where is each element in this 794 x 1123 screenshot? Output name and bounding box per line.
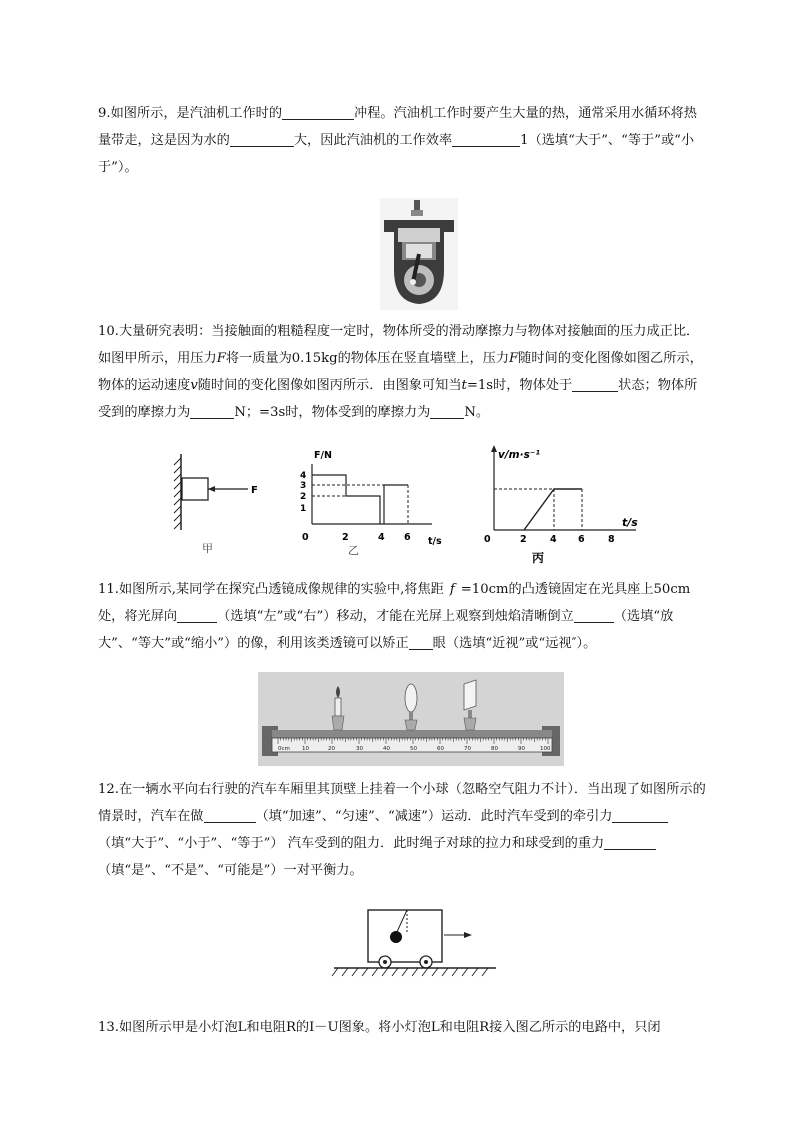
bench-tick-label: 30 [356,746,363,752]
figure-bing-label: 丙 [532,551,545,565]
question-10: 10.大量研究表明：当接触面的粗糙程度一定时，物体所受的滑动摩擦力与物体对接触面的压力成正比．如图甲所示，用压力F将一质量为0.15kg的物体压在竖直墙壁上，压力F随时间的变化图像如图乙所示，物体的运动速度v随时间的变化图像如图丙所示．由图象可知当t=1s时，物体处于 状态；物体所受到的摩擦力为 N；=3s时，物体受到的摩擦力为 N。 [98,324,703,420]
blank-image-size[interactable] [574,607,614,623]
bing-xtick: 6 [578,534,585,545]
question-12: 12.在一辆水平向右行驶的汽车车厢里其顶壁上挂着一个小球（忽略空气阻力不计）．当出现了如图所示的情景时，汽车在做 （填“加速”、“匀速”、“减速”）运动．此时汽车受到的牵引力（填“大于”、“小于”、“等于”） 汽车受到的阻力．此时绳子对球的拉力和球受到的重力（填“是”、“不是”、“可能是”）一对平衡力。 [98,782,706,878]
bing-xtick: 4 [550,534,557,545]
bench-tick-label: 10 [302,746,309,752]
blank-efficiency[interactable] [452,131,520,147]
yi-xtick: 4 [378,532,385,543]
question-9: 9.如图所示，是汽油机工作时的 冲程。汽油机工作时要产生大量的热，通常采用水循环将热量带走，这是因为水的 大，因此汽油机的工作效率 1（选填“大于”、“等于”或“小于”）。 [98,106,697,175]
question-13: 13.如图所示甲是小灯泡L和电阻R的I－U图象。将小灯泡L和电阻R接入图乙所示的电路中，只闭 [98,1020,661,1035]
figure-jia-label: 甲 [202,542,213,555]
bench-tick-label: 70 [464,746,471,752]
blank-balance-force[interactable] [604,834,656,850]
optical-bench-figure [258,672,564,770]
blank-friction-1s[interactable] [190,403,234,419]
blank-screen-direction[interactable] [177,607,217,623]
yi-ytick: 1 [300,504,307,514]
yi-xtick: 6 [404,532,411,543]
bing-xtick: 8 [608,534,615,545]
blank-stroke[interactable] [282,104,354,120]
bench-tick-label: 40 [383,746,390,752]
blank-traction-compare[interactable] [612,807,668,823]
engine-figure [380,198,458,314]
yi-origin: 0 [302,532,309,543]
bench-tick-label: 100 [540,746,551,752]
yi-ytick: 3 [300,481,307,491]
yi-ylabel: F/N [314,450,332,461]
yi-xlabel: t/s [428,536,442,547]
question-11: 11.如图所示,某同学在探究凸透镜成像规律的实验中,将焦距 f =10cm的凸透镜固定在光具座上50cm处，将光屏向 （选填“左”或“右”）移动，才能在光屏上观察到烛焰清晰倒立 （选填“放大”、“等大”或“缩小”）的像，利用该类透镜可以矫正 眼（选填“近视”或“远视″）。 [98,582,691,651]
yi-ytick: 4 [300,471,307,481]
blank-motion-type[interactable] [204,807,256,823]
figure-yi-graph [294,440,454,564]
bench-tick-label: 20 [328,746,335,752]
figure-yi-label: 乙 [348,544,359,557]
bing-ylabel: v/m·s⁻¹ [498,449,540,461]
figure-bing-graph [478,442,648,572]
figure-jia [172,450,272,564]
bing-origin: 0 [484,534,491,545]
force-label: F [251,485,258,496]
bing-xtick: 2 [520,534,527,545]
bench-tick-label: 0cm [278,746,290,752]
bench-tick-label: 50 [410,746,417,752]
yi-ytick: 2 [300,492,307,502]
bench-tick-label: 60 [437,746,444,752]
bench-tick-label: 90 [518,746,525,752]
blank-water-property[interactable] [230,131,294,147]
bing-xlabel: t/s [622,516,638,529]
blank-eye-type[interactable] [409,634,433,650]
yi-xtick: 2 [342,532,349,543]
blank-motion-state[interactable] [572,376,618,392]
blank-friction-3s[interactable] [430,403,464,419]
bench-tick-label: 80 [491,746,498,752]
car-figure [330,904,500,984]
